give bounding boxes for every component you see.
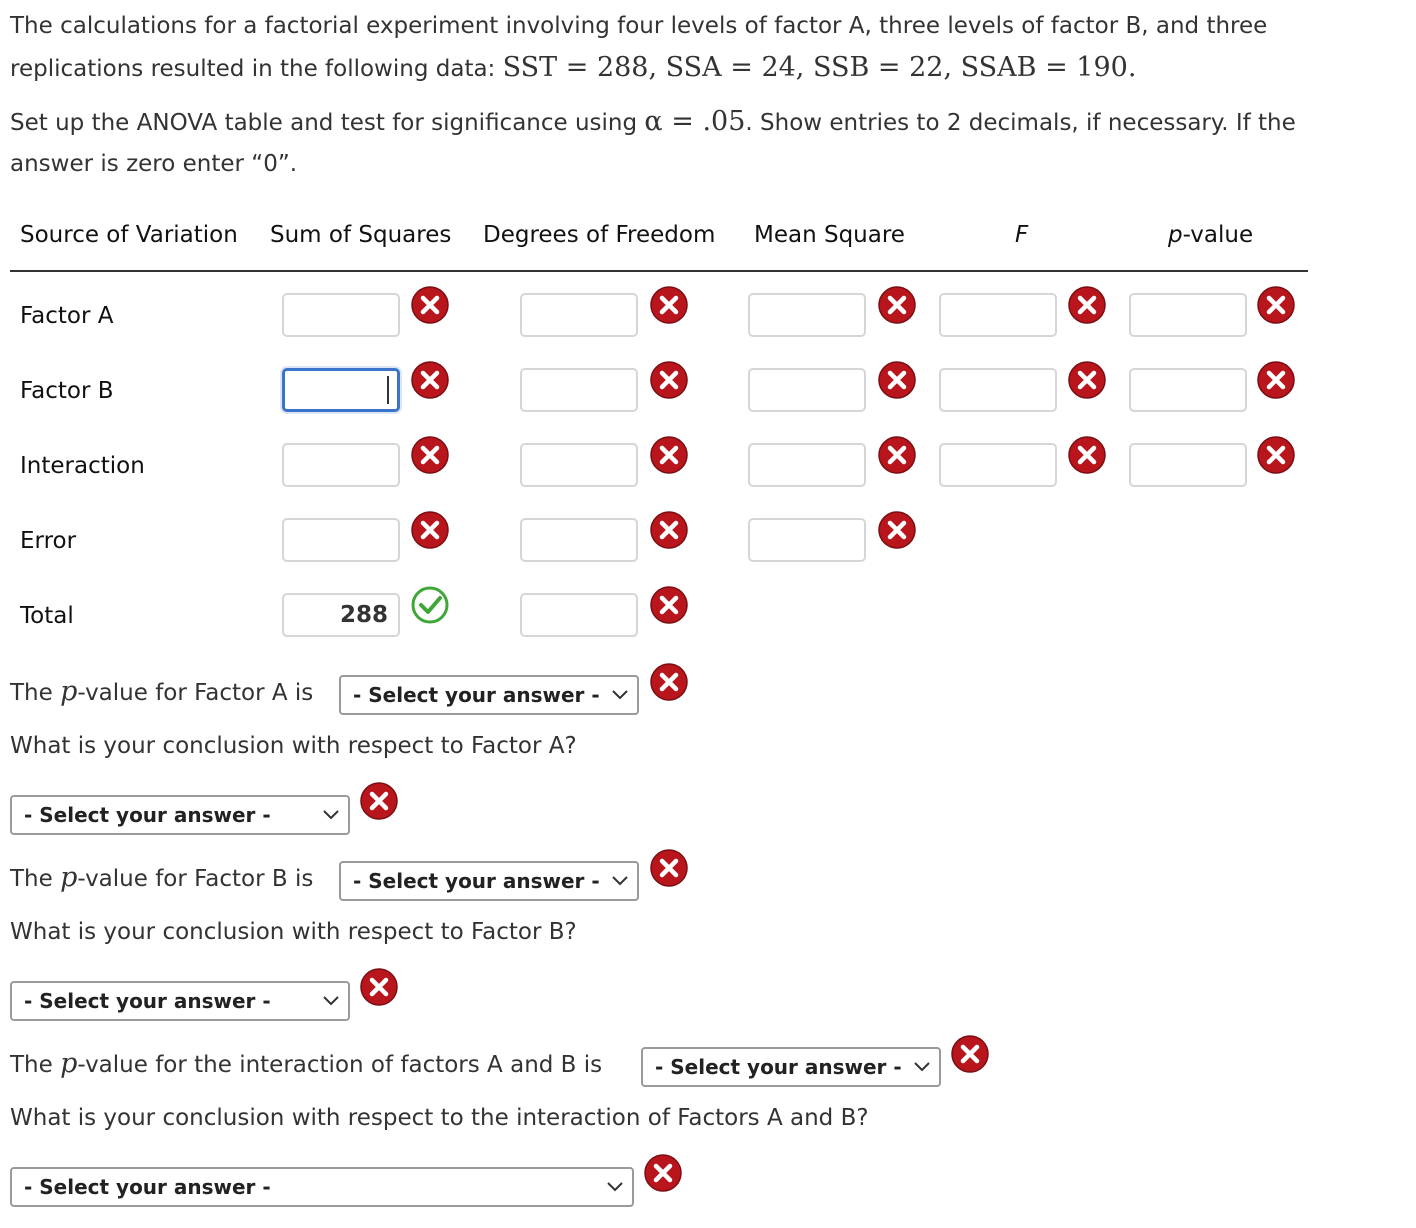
row-label-factor-b: Factor B: [20, 378, 114, 404]
wrong-icon: [649, 585, 689, 625]
factor-b-df-input[interactable]: [520, 368, 638, 412]
conclusion-factor-b-select[interactable]: [10, 981, 350, 1021]
row-label-error: Error: [20, 528, 77, 554]
factor-a-f-input[interactable]: [939, 293, 1057, 337]
factor-a-ss-input[interactable]: [282, 293, 400, 337]
q5-post: -value for the interaction of factors A and B is: [77, 1052, 603, 1078]
text-cursor: [387, 376, 389, 404]
select-value: - Select your answer -: [655, 1055, 902, 1079]
chevron-down-icon: [913, 1061, 931, 1073]
factor-a-p-input[interactable]: [1129, 293, 1247, 337]
wrong-icon: [410, 435, 450, 475]
q3-post: -value for Factor B is: [77, 866, 314, 892]
wrong-icon: [410, 360, 450, 400]
q5-p: p: [60, 1048, 78, 1079]
header-f-text: F: [1015, 222, 1029, 248]
q1-p: p: [60, 676, 78, 707]
wrong-icon: [877, 510, 917, 550]
intro-data-formula: SST = 288, SSA = 24, SSB = 22, SSAB = 190.: [502, 52, 1137, 83]
conclusion-factor-a-select[interactable]: [10, 795, 350, 835]
select-value: - Select your answer -: [24, 989, 271, 1013]
chevron-down-icon: [611, 875, 629, 887]
error-ms-input[interactable]: [748, 518, 866, 562]
row-label-total: Total: [20, 603, 74, 629]
factor-b-p-input[interactable]: [1129, 368, 1247, 412]
p-value-interaction-select[interactable]: [641, 1047, 941, 1087]
chevron-down-icon: [611, 689, 629, 701]
wrong-icon: [649, 510, 689, 550]
factor-a-ms-input[interactable]: [748, 293, 866, 337]
wrong-icon: [359, 781, 399, 821]
select-value: - Select your answer -: [24, 803, 271, 827]
wrong-icon: [649, 662, 689, 702]
wrong-icon: [1067, 435, 1107, 475]
wrong-icon: [877, 435, 917, 475]
question-p-value-factor-b: [10, 862, 313, 893]
wrong-icon: [1067, 285, 1107, 325]
factor-b-f-input[interactable]: [939, 368, 1057, 412]
select-value: - Select your answer -: [353, 683, 600, 707]
interaction-p-input[interactable]: [1129, 443, 1247, 487]
chevron-down-icon: [322, 995, 340, 1007]
table-header-rule: [10, 270, 1308, 272]
factor-b-ss-input[interactable]: [282, 368, 400, 412]
conclusion-interaction-select[interactable]: [10, 1167, 634, 1207]
header-source: Source of Variation: [20, 222, 238, 248]
wrong-icon: [410, 285, 450, 325]
intro-line-4: answer is zero enter “0”.: [10, 151, 298, 177]
wrong-icon: [359, 967, 399, 1007]
wrong-icon: [649, 848, 689, 888]
question-conclusion-factor-a: What is your conclusion with respect to Factor A?: [10, 733, 577, 759]
header-p-letter: p: [1168, 222, 1183, 248]
wrong-icon: [950, 1034, 990, 1074]
intro-line-2-text: replications resulted in the following data:: [10, 56, 503, 82]
correct-check-icon: [410, 585, 450, 625]
wrong-icon: [1067, 360, 1107, 400]
header-degrees-of-freedom: Degrees of Freedom: [483, 222, 716, 248]
q1-pre: The: [10, 680, 61, 706]
error-df-input[interactable]: [520, 518, 638, 562]
question-conclusion-factor-b: What is your conclusion with respect to Factor B?: [10, 919, 577, 945]
select-value: - Select your answer -: [24, 1175, 271, 1199]
wrong-icon: [1256, 435, 1296, 475]
chevron-down-icon: [606, 1181, 624, 1193]
question-p-value-interaction: [10, 1048, 602, 1079]
header-mean-square: Mean Square: [754, 222, 905, 248]
q1-post: -value for Factor A is: [77, 680, 314, 706]
intro-line-3-text: Set up the ANOVA table and test for significance using: [10, 110, 645, 136]
row-label-interaction: Interaction: [20, 453, 145, 479]
factor-a-df-input[interactable]: [520, 293, 638, 337]
header-sum-of-squares: Sum of Squares: [270, 222, 452, 248]
wrong-icon: [649, 285, 689, 325]
question-conclusion-interaction: What is your conclusion with respect to the interaction of Factors A and B?: [10, 1105, 869, 1131]
total-df-input[interactable]: [520, 593, 638, 637]
p-value-factor-b-select[interactable]: [339, 861, 639, 901]
interaction-ms-input[interactable]: [748, 443, 866, 487]
q5-pre: The: [10, 1052, 61, 1078]
wrong-icon: [410, 510, 450, 550]
q3-pre: The: [10, 866, 61, 892]
wrong-icon: [1256, 285, 1296, 325]
row-label-factor-a: Factor A: [20, 303, 114, 329]
wrong-icon: [877, 285, 917, 325]
error-ss-input[interactable]: [282, 518, 400, 562]
wrong-icon: [877, 360, 917, 400]
header-f: [1015, 222, 1028, 248]
total-ss-input[interactable]: [282, 593, 400, 637]
question-p-value-factor-a: [10, 676, 313, 707]
intro-line-3: [10, 101, 1296, 144]
factor-b-ms-input[interactable]: [748, 368, 866, 412]
select-value: - Select your answer -: [353, 869, 600, 893]
interaction-f-input[interactable]: [939, 443, 1057, 487]
header-p-suffix: -value: [1182, 222, 1254, 248]
intro-line-2: [10, 47, 1136, 90]
alpha-formula: α = .05: [644, 106, 746, 137]
header-p-value: [1168, 222, 1253, 248]
wrong-icon: [1256, 360, 1296, 400]
chevron-down-icon: [322, 809, 340, 821]
interaction-df-input[interactable]: [520, 443, 638, 487]
interaction-ss-input[interactable]: [282, 443, 400, 487]
wrong-icon: [649, 360, 689, 400]
wrong-icon: [643, 1153, 683, 1193]
p-value-factor-a-select[interactable]: [339, 675, 639, 715]
wrong-icon: [649, 435, 689, 475]
intro-line-3-rest: . Show entries to 2 decimals, if necessary. If the: [745, 110, 1296, 136]
intro-line-1: The calculations for a factorial experiment involving four levels of factor A, three levels of factor B, and three: [10, 13, 1268, 39]
q3-p: p: [60, 862, 78, 893]
